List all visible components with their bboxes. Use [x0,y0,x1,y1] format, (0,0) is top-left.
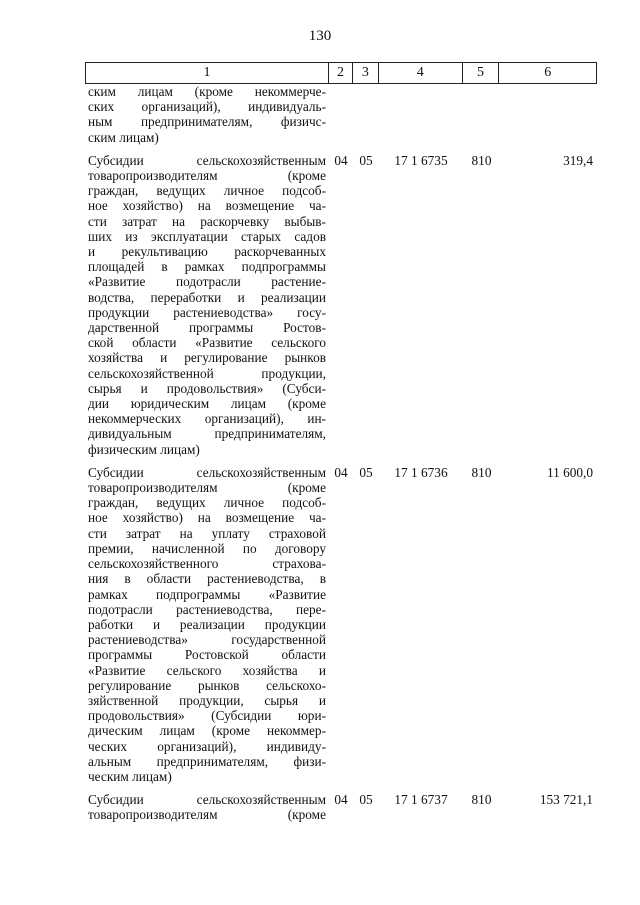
description-line: ским лицам (кроме некоммерче- [88,84,326,99]
description-line: хозяйства и регулирование рынков [88,350,326,366]
target-article-code: 17 1 6735 [394,152,448,168]
description-line: дивидуальным предпринимателям, [88,426,326,442]
header-col-2: 2 [329,63,353,83]
description-line: товаропроизводителям (кроме [88,807,326,823]
amount [500,84,597,145]
header-col-1: 1 [86,63,329,83]
description-line: ских организаций), индивидуаль- [88,99,326,115]
subsection-code [353,84,379,145]
row-description [85,84,329,145]
description-line: продовольствия» (Субсидии юри- [88,708,326,724]
table-row [85,792,597,822]
description-line: дарственной программы Ростов- [88,320,326,336]
subsection-code: 05 [359,152,373,168]
subsection-code: 05 [359,792,373,808]
description-line: растениеводства» государственной [88,632,326,648]
description-line: ской области «Развитие сельского [88,335,326,351]
budget-table [85,62,597,823]
description-line: сельскохозяйственного страхова- [88,556,326,572]
target-article-code [379,84,463,145]
section-code: 04 [334,464,348,480]
header-col-4: 4 [379,63,463,83]
description-line: Субсидии сельскохозяйственным [88,464,326,480]
row-description [85,792,329,822]
description-line: дическим лицам (кроме некоммер- [88,723,326,739]
description-line: Субсидии сельскохозяйственным [88,152,326,168]
description-line: ским лицам) [88,129,159,145]
description-line: работки и реализации продукции [88,616,326,632]
section-code [329,84,353,145]
row-description [85,153,329,457]
header-col-5: 5 [463,63,500,83]
description-line: подотрасли растениеводства, пере- [88,601,326,617]
description-line: «Развитие подотрасли растение- [88,274,326,290]
description-line: ших из эксплуатации старых садов [88,228,326,244]
header-col-3: 3 [353,63,379,83]
target-article-code: 17 1 6736 [394,464,448,480]
table-row [85,84,597,145]
description-line: товаропроизводителям (кроме [88,168,326,184]
row-description [85,465,329,784]
description-line: ным предпринимателям, физичс- [88,114,326,130]
description-line: сельскохозяйственной продукции, [88,365,326,381]
description-line: водства, переработки и реализации [88,289,326,305]
description-line: сырья и продовольствия» (Субси- [88,380,326,396]
subsection-code: 05 [359,464,373,480]
header-col-6: 6 [544,65,552,80]
amount: 319,4 [563,152,593,168]
description-line: программы Ростовской области [88,647,326,663]
description-line: и рекультивацию раскорчеванных [88,244,326,260]
description-line: граждан, ведущих личное подсоб- [88,183,326,199]
description-line: площадей в рамках подпрограммы [88,259,326,275]
expense-type-code: 810 [471,792,492,808]
table-row [85,153,597,457]
amount: 11 600,0 [546,464,593,480]
description-line: альным предпринимателям, физи- [88,753,326,769]
description-line: регулирование рынков сельскохо- [88,677,326,693]
expense-type-code [463,84,500,145]
description-line: ное хозяйство) на возмещение ча- [88,198,326,214]
section-code: 04 [334,792,348,808]
description-line: зяйственной продукции, сырья и [88,692,326,708]
page-number: 130 [308,28,332,44]
table-body [85,84,597,823]
expense-type-code: 810 [471,152,492,168]
table-header [85,62,597,84]
description-line: продукции растениеводства» госу- [88,304,326,320]
section-code: 04 [334,152,348,168]
amount: 153 721,1 [539,792,593,808]
description-line: некоммерческих организаций), ин- [88,411,326,427]
description-line: сти затрат на уплату страховой [88,525,326,541]
expense-type-code: 810 [471,464,492,480]
description-line: ния в области растениеводства, в [88,571,326,587]
description-line: премии, начисленной по договору [88,540,326,556]
description-line: Субсидии сельскохозяйственным [88,792,326,808]
description-line: ное хозяйство) на возмещение ча- [88,510,326,526]
description-line: «Развитие сельского хозяйства и [88,662,326,678]
description-line: физическим лицам) [88,441,200,457]
description-line: ческим лицам) [88,768,172,784]
target-article-code: 17 1 6737 [394,792,448,808]
description-line: сти затрат на раскорчевку выбыв- [88,213,326,229]
table-row [85,465,597,784]
description-line: ческих организаций), индивиду- [88,738,326,754]
description-line: дии юридическим лицам (кроме [88,396,326,412]
description-line: товаропроизводителям (кроме [88,480,326,496]
description-line: рамках подпрограммы «Развитие [88,586,326,602]
description-line: граждан, ведущих личное подсоб- [88,495,326,511]
